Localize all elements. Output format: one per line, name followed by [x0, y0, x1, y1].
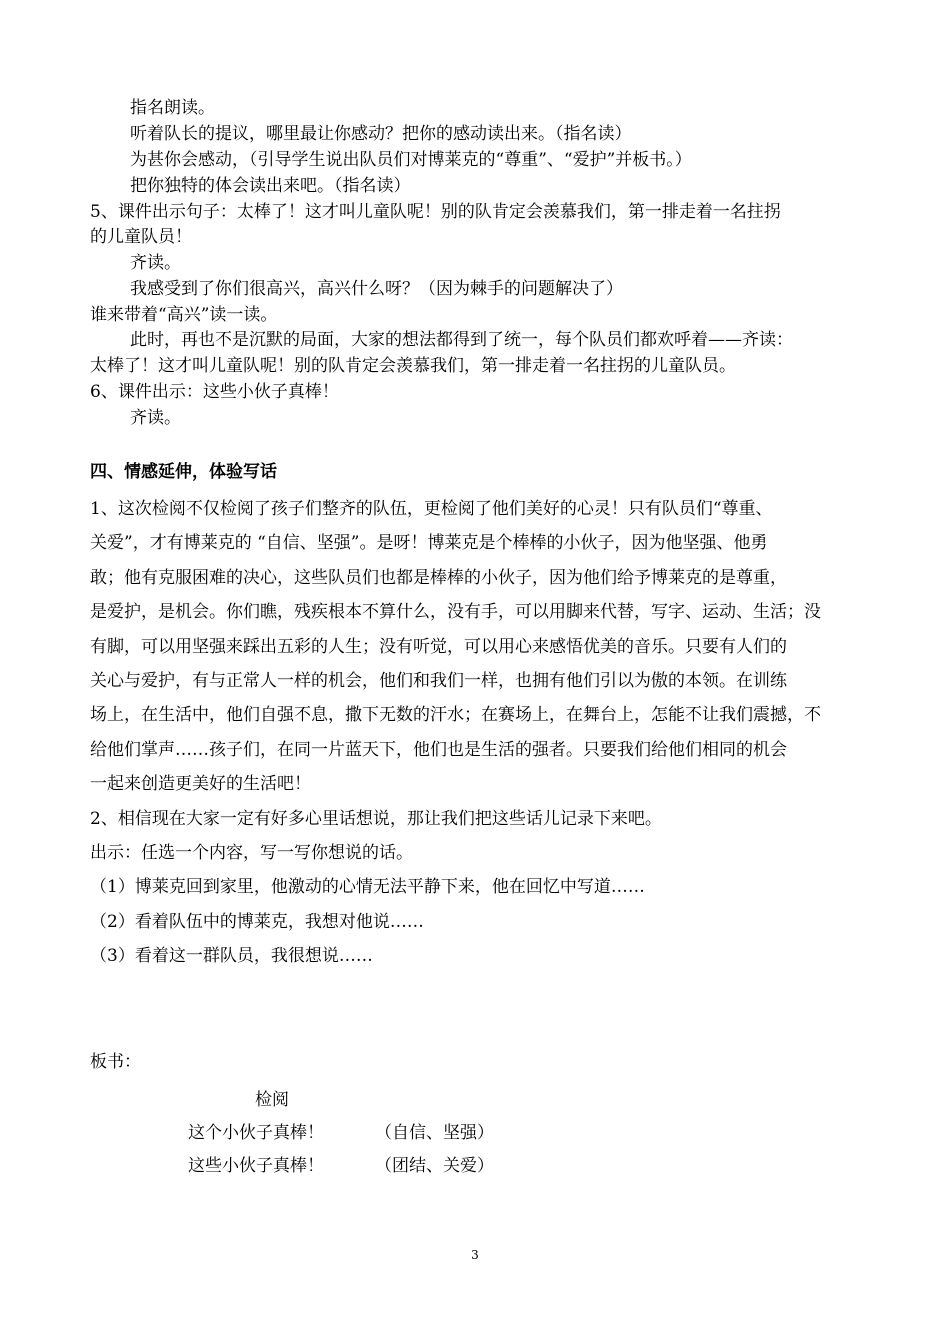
- text-line: 太棒了！这才叫儿童队呢！别的队肯定会羡慕我们，第一排走着一名拄拐的儿童队员。: [90, 356, 736, 376]
- text-line: 场上，在生活中，他们自强不息，撒下无数的汗水；在赛场上，在舞台上，怎能不让我们震撼，不: [90, 705, 821, 726]
- board-title: 检阅: [255, 1090, 289, 1110]
- section-heading: 四、情感延伸，体验写话: [90, 462, 277, 482]
- text-line: 我感受到了你们很高兴，高兴什么呀？（因为棘手的问题解决了）: [130, 279, 623, 299]
- option-item: （3）看着这一群队员，我很想说……: [90, 946, 373, 967]
- board-row-right: （自信、坚强）: [375, 1123, 494, 1143]
- board-row-left: 这个小伙子真棒！: [188, 1123, 324, 1143]
- text-line: 5、课件出示句子：太棒了！这才叫儿童队呢！别的队肯定会羡慕我们，第一排走着一名拄拐: [90, 202, 781, 222]
- text-line: 敢；他有克服困难的决心，这些队员们也都是棒棒的小伙子，因为他们给予博莱克的是尊重，: [90, 567, 787, 588]
- text-line: 给他们掌声……孩子们，在同一片蓝天下，他们也是生活的强者。只要我们给他们相同的机会: [90, 739, 787, 760]
- text-line: 关爱”，才有博莱克的 “自信、坚强”。是呀！博莱克是个棒棒的小伙子，因为他坚强、他勇: [90, 533, 768, 554]
- option-item: （2）看着队伍中的博莱克，我想对他说……: [90, 911, 424, 932]
- text-line: 2、相信现在大家一定有好多心里话想说，那让我们把这些话儿记录下来吧。: [90, 808, 662, 829]
- text-line: 有脚，可以用坚强来踩出五彩的人生；没有听觉，可以用心来感悟优美的音乐。只要有人们的: [90, 636, 787, 657]
- text-line: 1、这次检阅不仅检阅了孩子们整齐的队伍，更检阅了他们美好的心灵！只有队员们“尊重、: [90, 499, 773, 519]
- text-line: 为甚你会感动，（引导学生说出队员们对博莱克的“尊重”、“爱护”并板书。）: [130, 150, 692, 170]
- text-line: 6、课件出示：这些小伙子真棒！: [90, 382, 339, 402]
- text-line: 的儿童队员！: [90, 227, 192, 247]
- board-row-left: 这些小伙子真棒！: [188, 1156, 324, 1176]
- option-item: （1）博莱克回到家里，他激动的心情无法平静下来，他在回忆中写道……: [90, 877, 645, 898]
- page-number: 3: [471, 1248, 479, 1262]
- text-line: 齐读。: [130, 253, 181, 273]
- text-line: 谁来带着“高兴”读一读。: [90, 305, 278, 325]
- text-line: 齐读。: [130, 408, 181, 428]
- board-row-right: （团结、关爱）: [375, 1156, 494, 1176]
- text-line: 把你独特的体会读出来吧。（指名读）: [130, 176, 411, 196]
- text-line: 指名朗读。: [130, 98, 215, 118]
- paragraph: [90, 492, 860, 973]
- text-line: 此时，再也不是沉默的局面，大家的想法都得到了统一，每个队员们都欢呼着——齐读：: [130, 330, 793, 350]
- text-line: 是爱护，是机会。你们瞧，残疾根本不算什么，没有手，可以用脚来代替，写字、运动、生活；没: [90, 602, 821, 623]
- text-line: 听着队长的提议，哪里最让你感动？把你的感动读出来。（指名读）: [130, 124, 632, 144]
- board-label: 板书：: [90, 1052, 141, 1072]
- text-line: 一起来创造更美好的生活吧！: [90, 774, 311, 795]
- text-line: 出示：任选一个内容，写一写你想说的话。: [90, 842, 413, 863]
- text-line: 关心与爱护，有与正常人一样的机会，他们和我们一样，也拥有他们引以为傲的本领。在训练: [90, 670, 787, 691]
